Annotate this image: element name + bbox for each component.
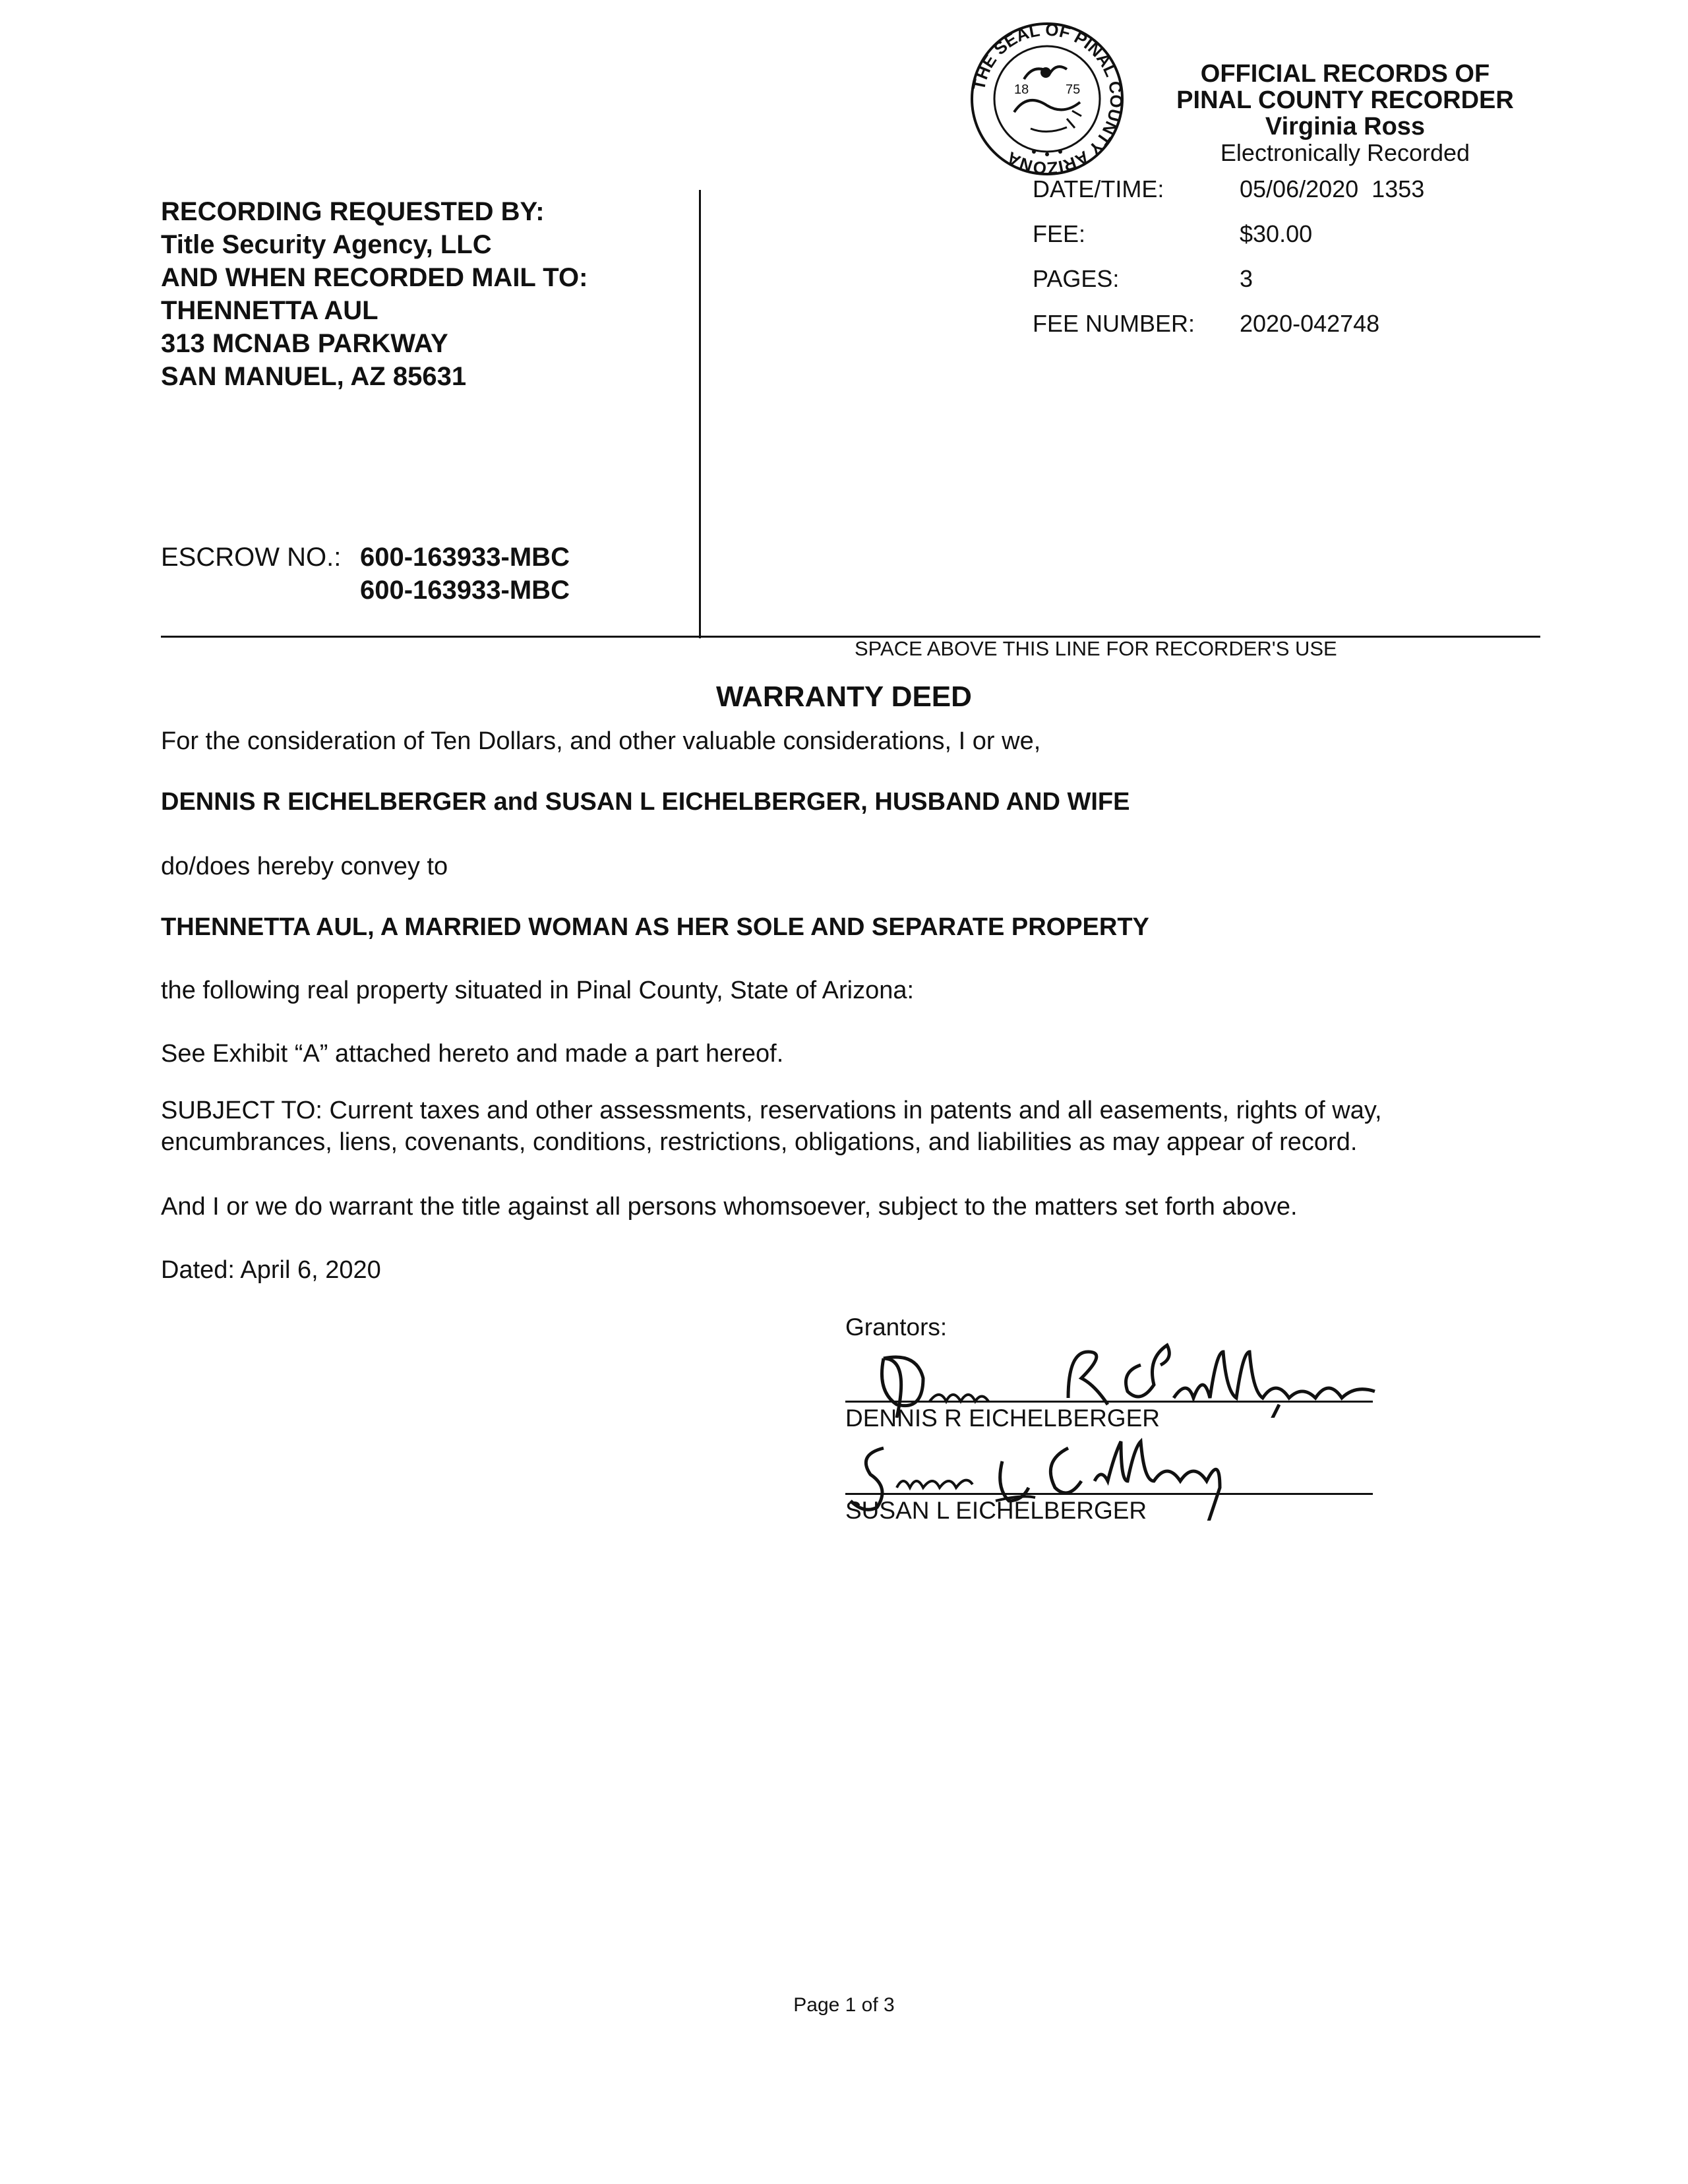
recorder-space-note: SPACE ABOVE THIS LINE FOR RECORDER'S USE (855, 637, 1337, 660)
property-text: the following real property situated in Pinal County, State of Arizona: (161, 977, 915, 1004)
datetime-label: DATE/TIME: (1033, 175, 1164, 202)
escrow-number-2: 600-163933-MBC (360, 576, 570, 605)
page-number: Page 1 of 3 (793, 1994, 895, 2016)
grantors-label: Grantors: (845, 1314, 948, 1341)
fee-number-value: 2020-042748 (1240, 310, 1380, 337)
seal-year-left: 18 (1014, 82, 1029, 97)
mail-to-city: SAN MANUEL, AZ 85631 (161, 362, 467, 391)
subject-to-text: SUBJECT TO: Current taxes and other assessments, reservations in patents and all easements, rights of way, encumbrances, liens, covenants, conditions, restrictions, obligations, and liabilities as may appear of record. (161, 1097, 1382, 1156)
recorder-header (1121, 61, 1569, 166)
recording-requested-block (161, 195, 702, 393)
signature-line-1 (845, 1401, 1373, 1403)
mail-to-name: THENNETTA AUL (161, 296, 378, 325)
grantors-names: DENNIS R EICHELBERGER and SUSAN L EICHELBERGER, HUSBAND AND WIFE (161, 788, 1130, 816)
info-row-fee (1033, 220, 1626, 249)
info-row-pages (1033, 265, 1626, 294)
fee-number-label: FEE NUMBER: (1033, 310, 1195, 337)
warrant-text: And I or we do warrant the title against all persons whomsoever, subject to the matters set forth above. (161, 1193, 1298, 1221)
escrow-label: ESCROW NO.: (161, 543, 342, 572)
recorder-line-2: PINAL COUNTY RECORDER (1176, 86, 1514, 114)
info-row-datetime (1033, 175, 1626, 204)
dated-text: Dated: April 6, 2020 (161, 1256, 381, 1284)
recorder-line-1: OFFICIAL RECORDS OF (1200, 60, 1490, 88)
consideration-text: For the consideration of Ten Dollars, and other valuable considerations, I or we, (161, 727, 1041, 755)
signer-1-name: DENNIS R EICHELBERGER (845, 1405, 1160, 1432)
escrow-block (161, 541, 570, 607)
datetime-value: 05/06/2020 1353 (1240, 175, 1425, 202)
vertical-divider (699, 190, 701, 638)
seal-year-right: 75 (1066, 82, 1081, 97)
seal-ring-text: THE SEAL OF PINAL COUNTY ARIZONA (968, 20, 1126, 178)
county-seal-icon (968, 20, 1126, 178)
recorder-electronic: Electronically Recorded (1220, 139, 1470, 166)
fee-value: $30.00 (1240, 220, 1313, 247)
deed-title: WARRANTY DEED (716, 681, 972, 713)
info-row-fee-number (1033, 310, 1626, 339)
convey-text: do/does hereby convey to (161, 853, 448, 880)
signature-line-2 (845, 1493, 1373, 1495)
signer-2-name: SUSAN L EICHELBERGER (845, 1497, 1147, 1524)
requested-by-agency: Title Security Agency, LLC (161, 230, 492, 259)
fee-label: FEE: (1033, 220, 1086, 247)
exhibit-text: See Exhibit “A” attached hereto and made a part hereof. (161, 1040, 784, 1068)
recorder-name: Virginia Ross (1265, 113, 1426, 140)
pages-value: 3 (1240, 265, 1253, 292)
escrow-number-1: 600-163933-MBC (360, 543, 570, 572)
pages-label: PAGES: (1033, 265, 1120, 292)
mail-to-heading: AND WHEN RECORDED MAIL TO: (161, 263, 588, 292)
requested-by-heading: RECORDING REQUESTED BY: (161, 197, 545, 226)
mail-to-street: 313 MCNAB PARKWAY (161, 329, 448, 358)
grantee-name: THENNETTA AUL, A MARRIED WOMAN AS HER SOLE AND SEPARATE PROPERTY (161, 913, 1149, 941)
